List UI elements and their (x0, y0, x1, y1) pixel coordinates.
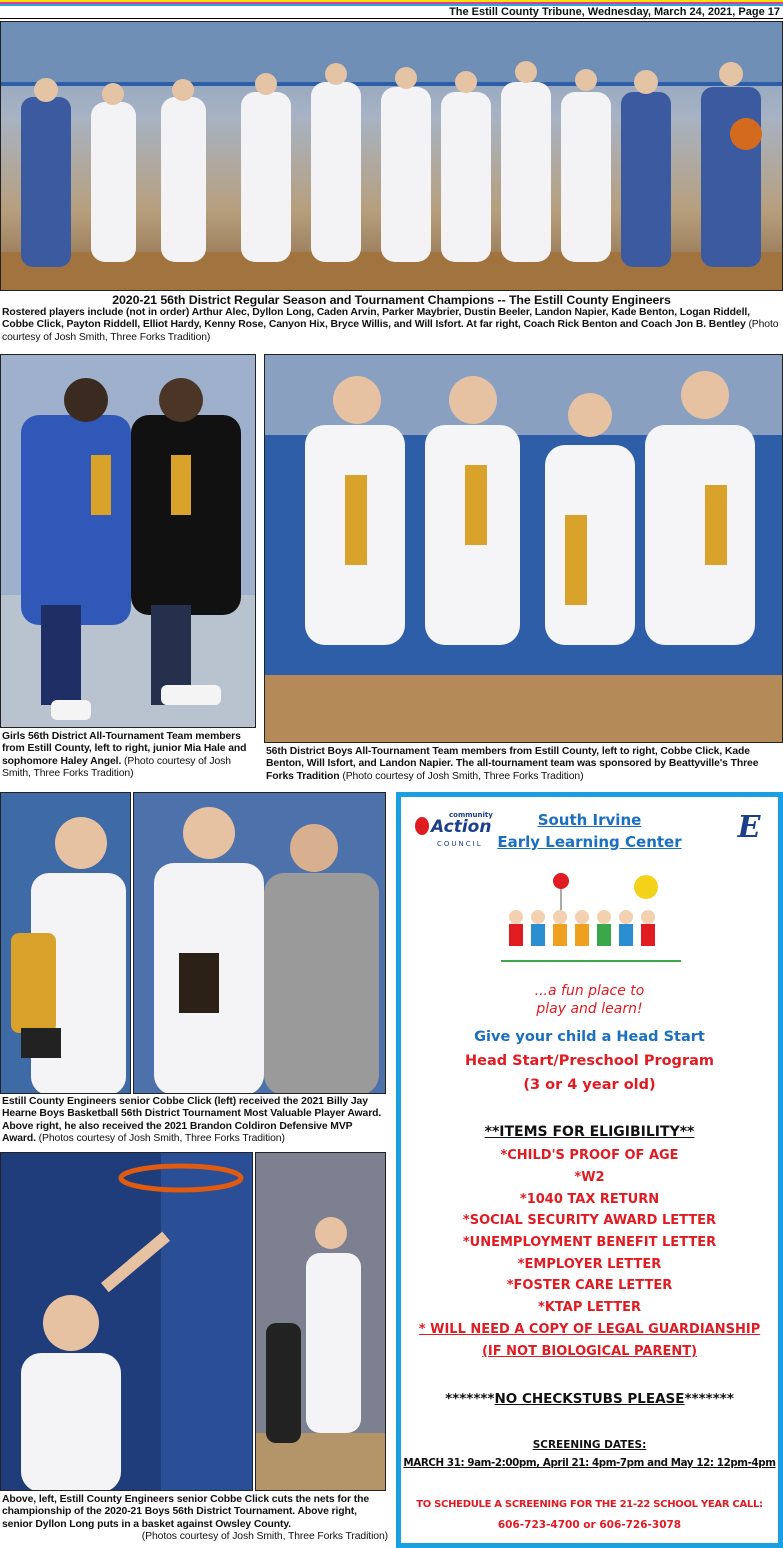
item-4: *UNEMPLOYMENT BENEFIT LETTER (462, 1235, 717, 1250)
girls-caption-body: Girls 56th District All-Tournament Team members from Estill County, left to right, junior Mia Hale and sophomore Haley Angel. (2, 731, 247, 767)
mvp-photo-left (0, 792, 131, 1094)
item-6: *FOSTER CARE LETTER (506, 1278, 673, 1293)
girls-photo-art (1, 355, 256, 728)
checkstubs-text: NO CHECKSTUBS PLEASE (494, 1391, 685, 1407)
schedule-text: TO SCHEDULE A SCREENING FOR THE 21-22 SCHOOL YEAR CALL: (416, 1499, 763, 1510)
boys-photo-art (265, 355, 783, 743)
mvp-photo-right-art (134, 793, 386, 1094)
logo-mid: Action (431, 817, 492, 837)
program-name: Head Start/Preschool Program (465, 1053, 714, 1069)
guardian-line-1: * WILL NEED A COPY OF LEGAL GUARDIANSHIP (418, 1322, 761, 1337)
team-photo-art (1, 22, 783, 291)
checkstubs-post: ******* (684, 1391, 734, 1407)
item-3: *SOCIAL SECURITY AWARD LETTER (462, 1213, 717, 1228)
nets-caption (2, 1494, 388, 1543)
nets-photo-right (255, 1152, 386, 1491)
team-caption-credit: (Photo courtesy of Josh Smith, Three Forks Tradition) (2, 319, 779, 343)
girls-caption-credit: (Photo courtesy of Josh Smith, Three Forks Tradition) (2, 755, 231, 779)
nets-photo-left-art (1, 1153, 253, 1491)
guardian-line-2: (IF NOT BIOLOGICAL PARENT) (481, 1344, 698, 1359)
team-caption-title: 2020-21 56th District Regular Season and Tournament Champions -- The Estill County Engineers (112, 293, 671, 307)
screening-dates: MARCH 31: 9am-2:00pm, April 21: 4pm-7pm and May 12: 12pm-4pm (403, 1457, 776, 1469)
item-1: *W2 (574, 1170, 605, 1185)
girls-caption (2, 731, 256, 780)
tagline-2: play and learn! (536, 1001, 643, 1017)
boys-photo (264, 354, 783, 743)
item-5: *EMPLOYER LETTER (517, 1257, 662, 1272)
girls-photo (0, 354, 256, 728)
mvp-photo-left-art (1, 793, 131, 1094)
schedule-phones: 606-723-4700 or 606-726-3078 (497, 1519, 682, 1531)
team-caption-body: Rostered players include (not in order) Arthur Alec, Dyllon Long, Caden Arvin, Parker Maybrier, Dustin Beeler, Landon Napier, Kade Benton, Logan Riddell, Cobbe Click, Payton Riddell, Elliot Hardy, Kenny Rose, Canyon Hix, Bryce Willis, and Will Isfort. At far right, Coach Rick Benton and Coach Jon B. Bentley (2, 307, 750, 331)
estill-e-badge: E (737, 810, 761, 845)
nets-caption-credit: (Photos courtesy of Josh Smith, Three Forks Tradition) (141, 1530, 388, 1542)
mvp-caption-credit: (Photos courtesy of Josh Smith, Three Forks Tradition) (38, 1132, 285, 1144)
items-heading: **ITEMS FOR ELIGIBILITY** (484, 1124, 695, 1140)
ad-title-2: Early Learning Center (497, 833, 682, 851)
item-7: *KTAP LETTER (538, 1300, 641, 1315)
tagline-1: ...a fun place to (534, 983, 645, 999)
nets-photo-right-art (256, 1153, 386, 1491)
checkstubs-line (401, 1391, 778, 1407)
screening-heading: SCREENING DATES: (532, 1439, 647, 1451)
ad-title-1: South Irvine (537, 811, 642, 829)
item-0: *CHILD'S PROOF OF AGE (500, 1148, 679, 1163)
logo-top: community (449, 811, 493, 819)
program-age: (3 or 4 year old) (523, 1077, 656, 1093)
mvp-photo-right (133, 792, 386, 1094)
mvp-caption (2, 1096, 388, 1145)
page-header: The Estill County Tribune, Wednesday, March 24, 2021, Page 17 (0, 6, 783, 19)
boys-caption (266, 746, 782, 783)
nets-photo-left (0, 1152, 253, 1491)
give-head-start: Give your child a Head Start (474, 1029, 705, 1045)
item-2: *1040 TAX RETURN (519, 1192, 660, 1207)
boys-caption-body: 56th District Boys All-Tournament Team members from Estill County, left to right, Cobbe Click, Kade Benton, Will Isfort, and Landon Napier. The all-tournament team was sponsored by Beattyville's Three Forks Tradition (266, 746, 759, 782)
head-start-ad (396, 792, 783, 1548)
mvp-caption-body: Estill County Engineers senior Cobbe Click (left) received the 2021 Billy Jay Hearne Boys Basketball 56th District Tournament Most Valuable Player Award. Above right, he also received the 2021 Brandon Coldiron Defensive MVP Award. (2, 1096, 382, 1144)
team-caption (2, 293, 781, 344)
logo-bottom: COUNCIL (437, 840, 483, 848)
kids-clipart (491, 869, 691, 969)
boys-caption-credit: (Photo courtesy of Josh Smith, Three Forks Tradition) (342, 770, 584, 782)
team-photo (0, 21, 783, 291)
checkstubs-pre: ******* (445, 1391, 495, 1407)
nets-caption-body: Above, left, Estill County Engineers senior Cobbe Click cuts the nets for the championship of the 2020-21 Boys 56th District Tournament. Above right, senior Dyllon Long puts in a basket against Owsley County. (2, 1494, 370, 1530)
